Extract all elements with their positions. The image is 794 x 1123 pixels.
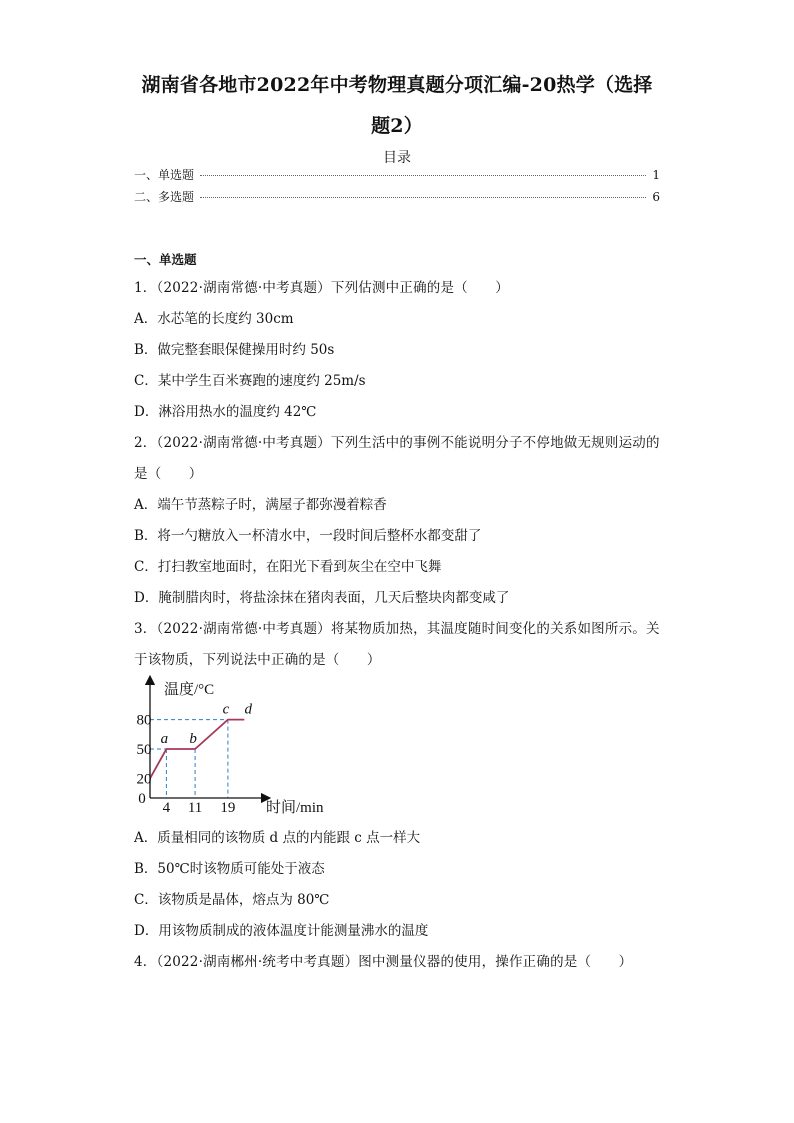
toc-item-label: 二、多选题	[134, 190, 195, 204]
question-2-option-a: A．端午节蒸粽子时，满屋子都弥漫着粽香	[134, 497, 387, 513]
y-tick-label: 80	[136, 712, 152, 729]
question-2-option-b: B．将一勺糖放入一杯清水中，一段时间后整杯水都变甜了	[134, 528, 482, 544]
toc-leader-dots	[200, 197, 646, 198]
question-2-stem-line-2: 是（ ）	[134, 466, 203, 482]
question-3-option-a: A．质量相同的该物质 d 点的内能跟 c 点一样大	[134, 830, 421, 846]
toc-leader-dots	[200, 175, 646, 176]
y-tick-label: 50	[136, 742, 152, 758]
toc-heading: 目录	[383, 150, 411, 166]
question-3-option-d: D．用该物质制成的液体温度计能测量沸水的温度	[134, 923, 429, 939]
x-tick-label: 4	[162, 800, 171, 816]
question-1-stem: 1．（2022·湖南常德·中考真题）下列估测中正确的是（ ）	[134, 280, 509, 296]
question-2-option-d: D．腌制腊肉时，将盐涂抹在猪肉表面，几天后整块肉都变咸了	[134, 590, 510, 606]
section-heading: 一、单选题	[134, 252, 197, 267]
x-tick-label: 11	[187, 800, 203, 816]
y-axis-label: 温度/°C	[164, 682, 215, 698]
toc-item-page: 6	[652, 190, 660, 204]
temperature-time-chart	[134, 674, 344, 816]
point-label-b: b	[189, 731, 197, 747]
y-tick-label: 20	[136, 771, 152, 788]
question-2-stem-line-1: 2．（2022·湖南常德·中考真题）下列生活中的事例不能说明分子不停地做无规则运动的	[134, 435, 660, 451]
question-1-option-c: C．某中学生百米赛跑的速度约 25m/s	[134, 373, 366, 389]
toc-item-page: 1	[652, 168, 660, 182]
question-1-option-a: A．水芯笔的长度约 30cm	[134, 311, 294, 327]
toc-item-label: 一、单选题	[134, 168, 195, 182]
question-3-option-b: B．50℃时该物质可能处于液态	[134, 861, 325, 877]
question-1-option-d: D．淋浴用热水的温度约 42℃	[134, 404, 317, 420]
question-3-option-c: C．该物质是晶体，熔点为 80℃	[134, 892, 330, 908]
point-label-c: c	[222, 701, 230, 718]
question-3-stem-line-2: 于该物质，下列说法中正确的是（ ）	[134, 652, 381, 668]
toc-item[interactable]	[134, 188, 660, 205]
x-tick-label: 19	[220, 800, 236, 816]
question-2-option-c: C．打扫教室地面时，在阳光下看到灰尘在空中飞舞	[134, 559, 442, 575]
point-label-a: a	[160, 731, 169, 747]
x-axis-label: 时间/min	[266, 800, 324, 816]
page-title-line-2: 题2）	[371, 115, 423, 137]
page-title-line-1: 湖南省各地市2022年中考物理真题分项汇编-20热学（选择	[141, 74, 653, 96]
question-3-stem-line-1: 3．（2022·湖南常德·中考真题）将某物质加热，其温度随时间变化的关系如图所示。关	[134, 621, 660, 637]
origin-label: 0	[138, 791, 146, 807]
point-label-d: d	[244, 701, 253, 718]
toc-item[interactable]	[134, 166, 660, 183]
question-1-option-b: B．做完整套眼保健操用时约 50s	[134, 342, 335, 358]
question-4-stem: 4．（2022·湖南郴州·统考中考真题）图中测量仪器的使用，操作正确的是（ ）	[134, 954, 633, 970]
